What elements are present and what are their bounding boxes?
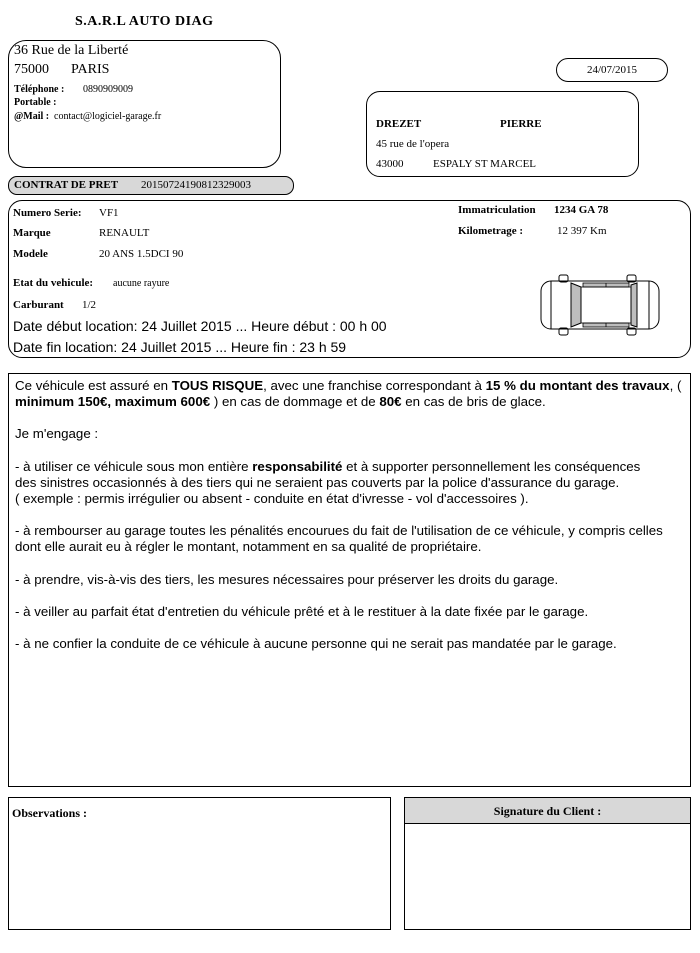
garage-address: 36 Rue de la Liberté	[14, 43, 129, 58]
vehicle-model-label: Modele	[13, 248, 48, 260]
client-city: ESPALY ST MARCEL	[433, 158, 537, 170]
client-postal-code: 43000	[376, 158, 404, 170]
garage-phone: 0890909009	[83, 84, 133, 95]
observations-label: Observations :	[12, 806, 87, 820]
client-info-box	[366, 91, 639, 177]
terms-driver-paragraph: - à ne confier la conduite de ce véhicule à aucune personne qui ne serait pas mandatée par le garage.	[15, 636, 617, 652]
vehicle-km-label: Kilometrage :	[458, 225, 524, 237]
contract-label: CONTRAT DE PRET	[14, 179, 119, 191]
company-name: S.A.R.L AUTO DIAG	[75, 14, 214, 29]
vehicle-fuel-label: Carburant	[13, 299, 64, 311]
terms-maintenance-paragraph: - à veiller au parfait état d'entretien du véhicule prêté et à le restituer à la date fixée par le garage.	[15, 603, 589, 619]
client-first-name: PIERRE	[500, 118, 542, 130]
vehicle-brand: RENAULT	[99, 227, 150, 239]
car-diagram-icon	[537, 271, 663, 339]
signature-label: Signature du Client :	[405, 798, 690, 824]
signature-box[interactable]	[404, 797, 691, 930]
vehicle-serial-label: Numero Serie:	[13, 207, 82, 219]
garage-email-label: @Mail :	[14, 111, 50, 122]
terms-responsibility-paragraph: - à utiliser ce véhicule sous mon entière responsabilité et à supporter personnellement les conséquences des sinistres occasionnés à des tiers qui ne seraient pas couverts par la police d'assurance du garage. ( exemple : permis irrégulier ou absent - conduite en état d'ivresse - vol d'accessoires ).	[15, 458, 641, 507]
contract-box	[8, 176, 294, 195]
garage-postal-code: 75000	[14, 62, 49, 77]
vehicle-plate-label: Immatriculation	[458, 204, 536, 216]
vehicle-info-box	[8, 200, 691, 358]
garage-phone-label: Téléphone :	[14, 84, 65, 95]
vehicle-state-label: Etat du vehicule:	[13, 277, 94, 289]
terms-text-box	[8, 373, 691, 787]
vehicle-serial: VF1	[99, 207, 119, 219]
rental-end-line: Date fin location: 24 Juillet 2015 ... Heure fin : 23 h 59	[13, 339, 347, 355]
garage-city: PARIS	[71, 62, 110, 77]
vehicle-fuel: 1/2	[82, 299, 97, 311]
rental-start-line: Date début location: 24 Juillet 2015 ... Heure début : 00 h 00	[13, 318, 387, 334]
terms-third-party-paragraph: - à prendre, vis-à-vis des tiers, les mesures nécessaires pour préserver les droits du garage.	[15, 571, 559, 587]
client-street: 45 rue de l'opera	[376, 138, 450, 150]
garage-info-box	[8, 40, 281, 168]
observations-box[interactable]	[8, 797, 391, 930]
vehicle-km: 12 397 Km	[557, 225, 607, 237]
vehicle-plate: 1234 GA 78	[554, 204, 609, 216]
terms-commitment-heading: Je m'engage :	[15, 426, 99, 442]
vehicle-state: aucune rayure	[113, 278, 170, 289]
vehicle-model: 20 ANS 1.5DCI 90	[99, 248, 184, 260]
terms-penalties-paragraph: - à rembourser au garage toutes les pénalités encourues du fait de l'utilisation de ce véhicule, y compris celles dont elle aurait eu à régler le montant, notamment en sa qualité de propriétaire.	[15, 523, 663, 555]
contract-number: 20150724190812329003	[141, 179, 251, 191]
document-date: 24/07/2015	[556, 58, 668, 82]
terms-insurance-paragraph: Ce véhicule est assuré en TOUS RISQUE, avec une franchise correspondant à 15 % du montant des travaux, ( minimum 150€, maximum 600€ ) en cas de dommage et de 80€ en cas de bris de glace.	[15, 378, 682, 410]
client-last-name: DREZET	[376, 118, 422, 130]
garage-email: contact@logiciel-garage.fr	[54, 111, 162, 122]
garage-mobile-label: Portable :	[14, 97, 57, 108]
vehicle-brand-label: Marque	[13, 227, 51, 239]
